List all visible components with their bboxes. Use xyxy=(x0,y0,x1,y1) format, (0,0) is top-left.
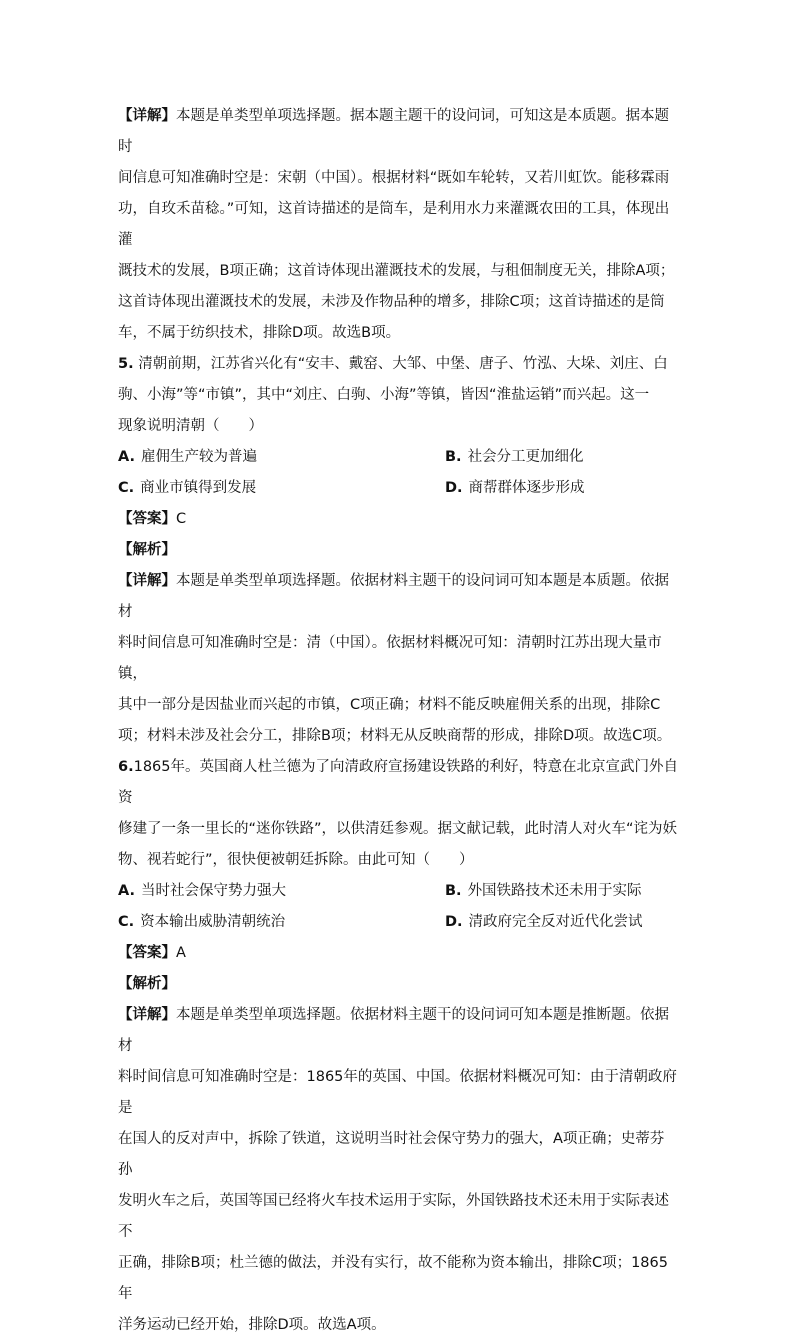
text-line: 项；材料未涉及社会分工，排除B项；材料无从反映商帮的形成，排除D项。故选C项。 xyxy=(118,728,672,744)
question-stem-line: 现象说明清朝（ ） xyxy=(118,418,263,434)
option-c xyxy=(118,907,445,938)
answer-line xyxy=(118,504,678,535)
analysis-tag: 【解析】 xyxy=(118,542,176,558)
text-line: 间信息可知准确时空是：宋朝（中国）。根据材料“既如车轮转，又若川虹饮。能移霖雨 xyxy=(118,170,670,186)
text-line: 这首诗体现出灌溉技术的发展，未涉及作物品种的增多，排除C项；这首诗描述的是筒 xyxy=(118,294,665,310)
text-line-content: 本题是单类型单项选择题。据本题主题干的设问词，可知这是本质题。据本题时 xyxy=(118,108,669,155)
option-letter: B. xyxy=(445,883,462,899)
question-stem-line xyxy=(118,349,678,380)
question-6 xyxy=(118,752,678,1341)
detail-tag: 【详解】 xyxy=(118,573,176,589)
options-grid xyxy=(118,876,678,938)
text-line: 功，自玫禾苗稔。”可知，这首诗描述的是筒车，是利用水力来灌溉农田的工具，体现出灌 xyxy=(118,201,670,248)
option-b xyxy=(445,876,678,907)
detail-tag: 【详解】 xyxy=(118,108,176,124)
option-letter: C. xyxy=(118,480,135,496)
text-line: 车，不属于纺织技术，排除D项。故选B项。 xyxy=(118,325,401,341)
option-text: 资本输出威胁清朝统治 xyxy=(140,914,286,930)
question-number: 6. xyxy=(118,759,134,775)
question-stem-line xyxy=(118,752,678,814)
option-text: 社会分工更加细化 xyxy=(467,449,584,465)
option-d xyxy=(445,473,678,504)
answer-tag: 【答案】 xyxy=(118,945,176,961)
text-line-content: 本题是单类型单项选择题。依据材料主题干的设问词可知本题是推断题。依据材 xyxy=(118,1007,669,1054)
question-stem-line: 驹、小海”等“市镇”，其中“刘庄、白驹、小海”等镇，皆因“淮盐运销”而兴起。这一 xyxy=(118,387,650,403)
text-line: 料时间信息可知准确时空是：1865年的英国、中国。依据材料概况可知：由于清朝政府是 xyxy=(118,1069,677,1116)
page-content xyxy=(118,101,678,1341)
analysis-tag: 【解析】 xyxy=(118,976,176,992)
option-text: 清政府完全反对近代化尝试 xyxy=(468,914,643,930)
text-line: 其中一部分是因盐业而兴起的市镇，C项正确；材料不能反映雇佣关系的出现，排除C xyxy=(118,697,661,713)
text-line-content: 本题是单类型单项选择题。依据材料主题干的设问词可知本题是本质题。依据材 xyxy=(118,573,669,620)
option-d xyxy=(445,907,678,938)
text-line xyxy=(118,1000,678,1062)
text-line: 正确，排除B项；杜兰德的做法，并没有实行，故不能称为资本输出，排除C项；1865年 xyxy=(118,1255,668,1302)
question-number: 5. xyxy=(118,356,134,372)
question-stem-line: 修建了一条一里长的“迷你铁路”，以供清廷参观。据文献记载，此时清人对火车“诧为妖 xyxy=(118,821,678,837)
option-letter: A. xyxy=(118,449,135,465)
answer-line xyxy=(118,938,678,969)
answer-value: C xyxy=(176,511,187,527)
option-text: 当时社会保守势力强大 xyxy=(141,883,286,899)
option-text: 雇佣生产较为普遍 xyxy=(141,449,257,465)
text-line: 溉技术的发展，B项正确；这首诗体现出灌溉技术的发展，与租佃制度无关，排除A项； xyxy=(118,263,675,279)
option-letter: C. xyxy=(118,914,135,930)
stem-text: 清朝前期，江苏省兴化有“安丰、戴窑、大邹、中堡、唐子、竹泓、大垛、刘庄、白 xyxy=(138,356,668,372)
prev-analysis-detail xyxy=(118,101,678,349)
stem-text: 1865年。英国商人杜兰德为了向清政府宣扬建设铁路的利好，特意在北京宣武门外自资 xyxy=(118,759,679,806)
option-c xyxy=(118,473,445,504)
answer-value: A xyxy=(176,945,186,961)
text-line: 洋务运动已经开始，排除D项。故选A项。 xyxy=(118,1317,386,1333)
text-line xyxy=(118,101,678,163)
text-line: 发明火车之后，英国等国已经将火车技术运用于实际，外国铁路技术还未用于实际表述不 xyxy=(118,1193,669,1240)
option-a xyxy=(118,876,445,907)
option-a xyxy=(118,442,445,473)
text-line: 料时间信息可知准确时空是：清（中国）。依据材料概况可知：清朝时江苏出现大量市镇， xyxy=(118,635,662,682)
option-text: 商帮群体逐步形成 xyxy=(468,480,585,496)
option-text: 外国铁路技术还未用于实际 xyxy=(467,883,642,899)
detail-tag: 【详解】 xyxy=(118,1007,176,1023)
options-grid xyxy=(118,442,678,504)
question-stem-line: 物、视若蛇行”，很快便被朝廷拆除。由此可知（ ） xyxy=(118,852,474,868)
analysis-heading xyxy=(118,535,678,566)
question-5 xyxy=(118,349,678,752)
answer-tag: 【答案】 xyxy=(118,511,176,527)
analysis-heading xyxy=(118,969,678,1000)
text-line: 在国人的反对声中，拆除了铁道，这说明当时社会保守势力的强大，A项正确；史蒂芬孙 xyxy=(118,1131,665,1178)
option-text: 商业市镇得到发展 xyxy=(140,480,257,496)
option-letter: D. xyxy=(445,480,463,496)
option-letter: B. xyxy=(445,449,462,465)
text-line xyxy=(118,566,678,628)
option-letter: D. xyxy=(445,914,463,930)
option-b xyxy=(445,442,678,473)
option-letter: A. xyxy=(118,883,135,899)
